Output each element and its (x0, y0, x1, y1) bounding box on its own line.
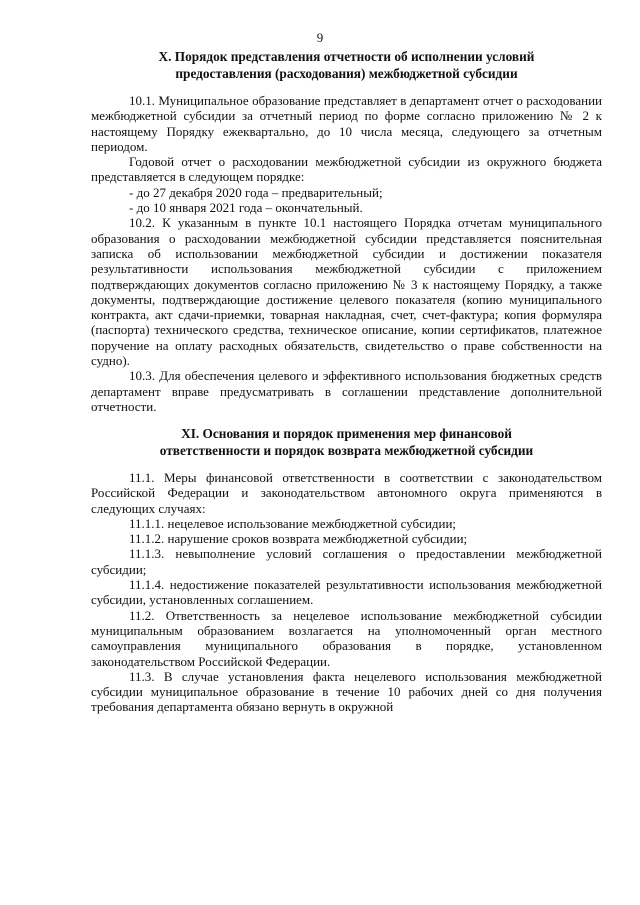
paragraph-annual-report: Годовой отчет о расходовании межбюджетной субсидии из окружного бюджета представляется в следующем порядке: (91, 154, 602, 185)
paragraph-11-3: 11.3. В случае установления факта нецелевого использования межбюджетной субсидии муниципальное образование в течение 10 рабочих дней со дня получения требования департамента обязано вернуть в окружной (91, 668, 602, 715)
paragraph-11-1-4: 11.1.4. недостижение показателей результативности использования межбюджетной субсидии, установленных соглашением. (91, 577, 602, 608)
section-x-title-line2: предоставления (расходования) межбюджетной субсидии (175, 65, 518, 81)
section-x-heading (91, 49, 602, 82)
section-xi-heading (91, 426, 602, 459)
paragraph-11-1-2: 11.1.2. нарушение сроков возврата межбюджетной субсидии; (129, 531, 468, 547)
list-item-final: - до 10 января 2021 года – окончательный. (129, 200, 363, 216)
list-item-preliminary: - до 27 декабря 2020 года – предварительный; (129, 184, 383, 200)
paragraph-10-2: 10.2. К указанным в пункте 10.1 настоящего Порядка отчетам муниципального образования о расходовании межбюджетной субсидии представляется пояснительная записка об использовании межбюджетной субсидии и достижении показателя результативности использования межбюджетной субсидии с приложением подтверждающих документов согласно приложению № 3 к настоящему Порядку, а также документы, подтверждающие достижение целевого показателя (копию муниципального контракта, акт сдачи-приемки, товарная накладная, счет, счет-фактура; копия формуляра (паспорта) технического средства, техническое описание, копии сертификатов, платежное поручение на оплату расходных обязательств, свидетельство о праве собственности на судно). (91, 215, 602, 369)
paragraph-11-1-3: 11.1.3. невыполнение условий соглашения о предоставлении межбюджетной субсидии; (91, 546, 602, 577)
section-x-body (91, 93, 602, 414)
paragraph-11-2: 11.2. Ответственность за нецелевое использование межбюджетной субсидии муниципальным образованием возлагается на уполномоченный орган местного самоуправления муниципального образования в порядке, установленном законодательством Российской Федерации. (91, 607, 602, 669)
section-xi-title-line2: ответственности и порядок возврата межбюджетной субсидии (159, 442, 534, 458)
section-xi-title-line1: XI. Основания и порядок применения мер финансовой (181, 426, 512, 441)
paragraph-11-1-1: 11.1.1. нецелевое использование межбюджетной субсидии; (129, 515, 457, 531)
page-number: 9 (316, 30, 324, 45)
paragraph-10-3: 10.3. Для обеспечения целевого и эффективного использования бюджетных средств департамент вправе предусматривать в соглашении представление дополнительной отчетности. (91, 368, 602, 414)
section-xi-body (91, 470, 602, 715)
paragraph-10-1: 10.1. Муниципальное образование представляет в департамент отчет о расходовании межбюджетной субсидии за отчетный период по форме согласно приложению № 2 к настоящему Порядку ежеквартально, до 10 числа месяца, следующего за отчетным периодом. (91, 93, 602, 154)
paragraph-11-1: 11.1. Меры финансовой ответственности в соответствии с законодательством Российской Федерации и законодательством автономного округа применяются в следующих случаях: (91, 470, 602, 516)
section-x-title-line1: X. Порядок представления отчетности об исполнении условий (158, 49, 535, 64)
